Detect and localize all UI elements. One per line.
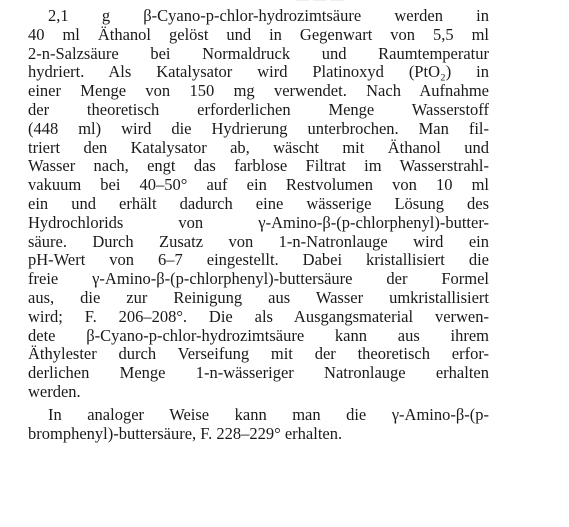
text-line: wird; F. 206–208°. Die als Ausgangsmaterial verwen- [28, 306, 489, 326]
text-line: einer Menge von 150 mg verwendet. Nach Aufnahme [28, 81, 489, 101]
text-line: Wasser nach, engt das farblose Filtrat im Wasserstrahl- [28, 156, 489, 176]
text-line: 2-n-Salzsäure bei Normaldruck und Raumtemperatur [28, 43, 489, 63]
text-line: bromphenyl)-buttersäure, F. 228–229° erhalten. [28, 423, 343, 443]
paragraph-1 [28, 7, 489, 402]
text-line: werden. [28, 381, 81, 401]
text-line: Äthylester durch Verseifung mit der theoretisch erfor- [28, 344, 489, 364]
text-line: Hydrochlorids von γ-Amino-β-(p-chlorphenyl)-butter- [28, 212, 489, 232]
text-line: In analoger Weise kann man die γ-Amino-β-(p- [48, 404, 489, 424]
text-line: hydriert. Als Katalysator wird Platinoxyd (PtO₂) in [28, 62, 489, 82]
paragraph-2 [28, 406, 489, 444]
text-line: ein und erhält dadurch eine wässerige Lösung des [28, 193, 489, 213]
text-line: 2,1 g β-Cyano-p-chlor-hydrozimtsäure werden in [48, 6, 489, 25]
text-line: säure. Durch Zusatz von 1-n-Natronlauge wird ein [28, 231, 489, 251]
text-line: 40 ml Äthanol gelöst und in Gegenwart von 5,5 ml [28, 24, 489, 44]
text-line: triert den Katalysator ab, wäscht mit Äthanol und [28, 137, 489, 157]
text-line: der theoretisch erforderlichen Menge Wasserstoff [28, 99, 489, 119]
text-line: dete β-Cyano-p-chlor-hydrozimtsäure kann aus ihrem [28, 325, 489, 345]
text-line: derlichen Menge 1-n-wässeriger Natronlauge erhalten [28, 363, 489, 383]
text-line: freie γ-Amino-β-(p-chlorphenyl)-buttersäure der Formel [28, 269, 489, 289]
text-line: pH-Wert von 6–7 eingestellt. Dabei kristallisiert die [28, 250, 489, 270]
text-block [28, 7, 489, 443]
text-line: (448 ml) wird die Hydrierung unterbrochen. Man fil- [28, 118, 489, 138]
text-line: vakuum bei 40–50° auf ein Restvolumen von 10 ml [28, 175, 489, 195]
text-line: aus, die zur Reinigung aus Wasser umkristallisiert [28, 287, 489, 307]
